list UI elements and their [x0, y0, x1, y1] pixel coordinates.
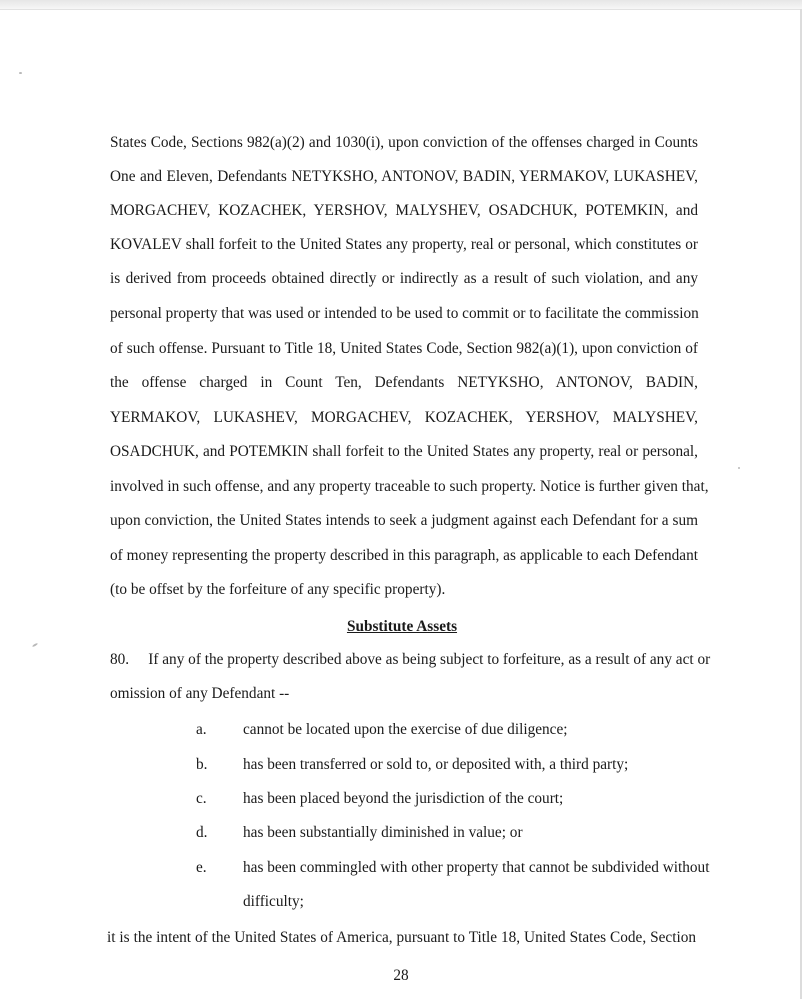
list-item-letter: b. [196, 756, 208, 773]
body-line: MORGACHEV, KOZACHEK, YERSHOV, MALYSHEV, OSADCHUK, POTEMKIN, and [110, 202, 698, 219]
page-top-edge [0, 0, 802, 10]
body-line: the offense charged in Count Ten, Defendants NETYKSHO, ANTONOV, BADIN, [110, 374, 698, 391]
section-heading: Substitute Assets [346, 618, 458, 635]
list-item-letter: c. [196, 790, 207, 807]
list-item-letter: a. [196, 721, 207, 738]
body-line: KOVALEV shall forfeit to the United States any property, real or personal, which constitutes or [110, 236, 698, 253]
list-item-text: has been transferred or sold to, or deposited with, a third party; [243, 756, 629, 773]
paragraph-80-line-2: omission of any Defendant -- [110, 685, 290, 702]
body-line: personal property that was used or intended to be used to commit or to facilitate the commission [110, 305, 699, 322]
scan-speck [32, 643, 38, 648]
body-line: One and Eleven, Defendants NETYKSHO, ANTONOV, BADIN, YERMAKOV, LUKASHEV, [110, 168, 698, 185]
list-item-letter: e. [196, 859, 207, 876]
list-item-text: cannot be located upon the exercise of due diligence; [243, 721, 568, 738]
page-number: 28 [393, 967, 409, 984]
list-item-text: has been substantially diminished in value; or [243, 824, 523, 841]
scan-speck [19, 72, 22, 74]
list-item-text: has been placed beyond the jurisdiction of the court; [243, 790, 564, 807]
body-line: States Code, Sections 982(a)(2) and 1030(i), upon conviction of the offenses charged in Counts [110, 134, 698, 151]
closing-line: it is the intent of the United States of America, pursuant to Title 18, United States Code, Section [107, 929, 696, 946]
list-item-text-continued: difficulty; [243, 893, 304, 910]
paragraph-80-line-1: 80. If any of the property described above as being subject to forfeiture, as a result of any act or [110, 651, 711, 668]
body-line: (to be offset by the forfeiture of any specific property). [110, 581, 446, 598]
body-line: of money representing the property described in this paragraph, as applicable to each Defendant [110, 547, 698, 564]
list-item-text: has been commingled with other property that cannot be subdivided without [243, 859, 710, 876]
body-line: upon conviction, the United States intends to seek a judgment against each Defendant for a sum [110, 512, 698, 529]
body-line: is derived from proceeds obtained directly or indirectly as a result of such violation, and any [110, 270, 698, 287]
scan-speck [738, 467, 740, 469]
body-line: YERMAKOV, LUKASHEV, MORGACHEV, KOZACHEK, YERSHOV, MALYSHEV, [110, 409, 698, 426]
body-line: involved in such offense, and any property traceable to such property. Notice is further given that, [110, 478, 709, 495]
body-line: of such offense. Pursuant to Title 18, United States Code, Section 982(a)(1), upon conviction of [110, 340, 698, 357]
list-item-letter: d. [196, 824, 208, 841]
body-line: OSADCHUK, and POTEMKIN shall forfeit to the United States any property, real or personal, [110, 443, 698, 460]
